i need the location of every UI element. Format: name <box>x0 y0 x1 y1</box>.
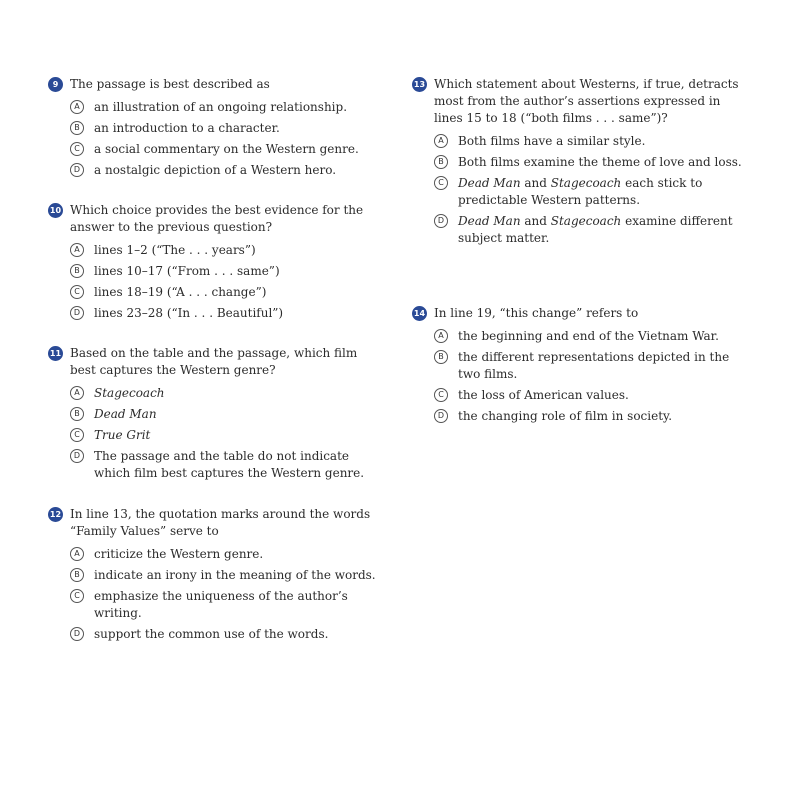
question-stem: Which statement about Westerns, if true, detracts most from the author’s assertions expressed in lines 15 to 18 (“both films . . . same”)? <box>434 77 739 125</box>
question-header <box>412 76 742 127</box>
question-13 <box>412 76 742 251</box>
choice-letter-circle: D <box>434 214 448 228</box>
choice-text: lines 1–2 (“The . . . years”) <box>94 243 256 257</box>
question-number-badge: 9 <box>48 77 63 92</box>
choice-text <box>458 176 702 207</box>
film-title: Dead Man <box>458 214 521 228</box>
choice-text: an illustration of an ongoing relationship. <box>94 100 348 114</box>
choice-letter-circle: C <box>434 388 448 402</box>
answer-choice-b[interactable] <box>70 406 378 423</box>
answer-choice-b[interactable] <box>70 567 378 584</box>
choice-text: a social commentary on the Western genre. <box>94 142 359 156</box>
answer-choice-c[interactable] <box>70 141 378 158</box>
choice-text-part: and <box>520 176 551 190</box>
question-stem: Which choice provides the best evidence for the answer to the previous question? <box>70 203 364 234</box>
choice-letter-circle: A <box>434 329 448 343</box>
answer-choice-d[interactable] <box>434 213 742 247</box>
film-title: Stagecoach <box>550 214 622 228</box>
question-number-badge: 12 <box>48 507 63 522</box>
choice-text: the different representations depicted in the two films. <box>458 350 730 381</box>
answer-choices <box>48 242 378 322</box>
choice-text: the beginning and end of the Vietnam War. <box>458 329 719 343</box>
choice-letter-circle: D <box>70 163 84 177</box>
choice-text: an introduction to a character. <box>94 121 280 135</box>
question-number-badge: 14 <box>412 306 427 321</box>
question-stem: Based on the table and the passage, which film best captures the Western genre? <box>70 346 358 377</box>
answer-choices <box>48 99 378 179</box>
choice-text: True Grit <box>94 428 151 442</box>
choice-letter-circle: D <box>70 449 84 463</box>
choice-text: emphasize the uniqueness of the author’s writing. <box>94 589 348 620</box>
question-11 <box>48 345 378 486</box>
choice-letter-circle: A <box>434 134 448 148</box>
question-header <box>48 76 378 93</box>
answer-choice-a[interactable] <box>70 546 378 563</box>
answer-choices <box>48 546 378 643</box>
question-14 <box>412 305 742 429</box>
choice-text: the changing role of film in society. <box>458 409 673 423</box>
choice-text: a nostalgic depiction of a Western hero. <box>94 163 337 177</box>
choice-letter-circle: C <box>70 428 84 442</box>
choice-letter-circle: B <box>70 264 84 278</box>
choice-letter-circle: D <box>70 306 84 320</box>
choice-text-part: examine different subject matter. <box>458 214 733 245</box>
answer-choice-a[interactable] <box>70 99 378 116</box>
answer-choice-a[interactable] <box>70 385 378 402</box>
answer-choice-b[interactable] <box>434 349 742 383</box>
choice-text: Dead Man <box>94 407 157 421</box>
answer-choices <box>412 133 742 247</box>
answer-choice-a[interactable] <box>434 133 742 150</box>
question-number-badge: 10 <box>48 203 63 218</box>
choice-letter-circle: D <box>434 409 448 423</box>
choice-letter-circle: C <box>70 142 84 156</box>
choice-text: lines 23–28 (“In . . . Beautiful”) <box>94 306 284 320</box>
choice-letter-circle: B <box>434 350 448 364</box>
question-10 <box>48 202 378 326</box>
answer-choice-d[interactable] <box>434 408 742 425</box>
question-12 <box>48 506 378 647</box>
choice-letter-circle: A <box>70 547 84 561</box>
answer-choice-c[interactable] <box>434 387 742 404</box>
choice-text <box>458 214 733 245</box>
question-header <box>412 305 742 322</box>
question-stem: In line 13, the quotation marks around the words “Family Values” serve to <box>70 507 371 538</box>
question-header <box>48 506 378 540</box>
choice-text: indicate an irony in the meaning of the words. <box>94 568 376 582</box>
question-number-badge: 13 <box>412 77 427 92</box>
choice-letter-circle: C <box>70 589 84 603</box>
question-9 <box>48 76 378 183</box>
film-title: Stagecoach <box>550 176 622 190</box>
choice-text: lines 10–17 (“From . . . same”) <box>94 264 280 278</box>
question-header <box>48 345 378 379</box>
choice-letter-circle: B <box>70 121 84 135</box>
choice-text: Both films have a similar style. <box>458 134 646 148</box>
answer-choice-a[interactable] <box>70 242 378 259</box>
choice-text: Both films examine the theme of love and loss. <box>458 155 742 169</box>
choice-text: lines 18–19 (“A . . . change”) <box>94 285 267 299</box>
choice-letter-circle: D <box>70 627 84 641</box>
answer-choice-b[interactable] <box>70 263 378 280</box>
answer-choice-c[interactable] <box>70 427 378 444</box>
question-number-badge: 11 <box>48 346 63 361</box>
choice-letter-circle: A <box>70 100 84 114</box>
answer-choice-a[interactable] <box>434 328 742 345</box>
question-stem: The passage is best described as <box>70 77 270 91</box>
answer-choice-d[interactable] <box>70 448 378 482</box>
choice-text: The passage and the table do not indicate which film best captures the Western genre. <box>94 449 365 480</box>
answer-choice-c[interactable] <box>70 588 378 622</box>
choice-letter-circle: B <box>70 568 84 582</box>
answer-choices <box>48 385 378 482</box>
choice-letter-circle: A <box>70 243 84 257</box>
choice-text: support the common use of the words. <box>94 627 329 641</box>
answer-choice-c[interactable] <box>434 175 742 209</box>
choice-text-part: and <box>520 214 551 228</box>
choice-text: Stagecoach <box>94 386 165 400</box>
answer-choice-d[interactable] <box>70 305 378 322</box>
choice-letter-circle: C <box>434 176 448 190</box>
choice-text: the loss of American values. <box>458 388 629 402</box>
film-title: Dead Man <box>458 176 521 190</box>
question-header <box>48 202 378 236</box>
answer-choices <box>412 328 742 425</box>
choice-text: criticize the Western genre. <box>94 547 264 561</box>
choice-letter-circle: C <box>70 285 84 299</box>
answer-choice-b[interactable] <box>434 154 742 171</box>
answer-choice-d[interactable] <box>70 626 378 643</box>
question-stem: In line 19, “this change” refers to <box>434 306 639 320</box>
choice-letter-circle: A <box>70 386 84 400</box>
answer-choice-c[interactable] <box>70 284 378 301</box>
answer-choice-b[interactable] <box>70 120 378 137</box>
answer-choice-d[interactable] <box>70 162 378 179</box>
choice-text-part: each stick to predictable Western patterns. <box>458 176 703 207</box>
choice-letter-circle: B <box>70 407 84 421</box>
choice-letter-circle: B <box>434 155 448 169</box>
